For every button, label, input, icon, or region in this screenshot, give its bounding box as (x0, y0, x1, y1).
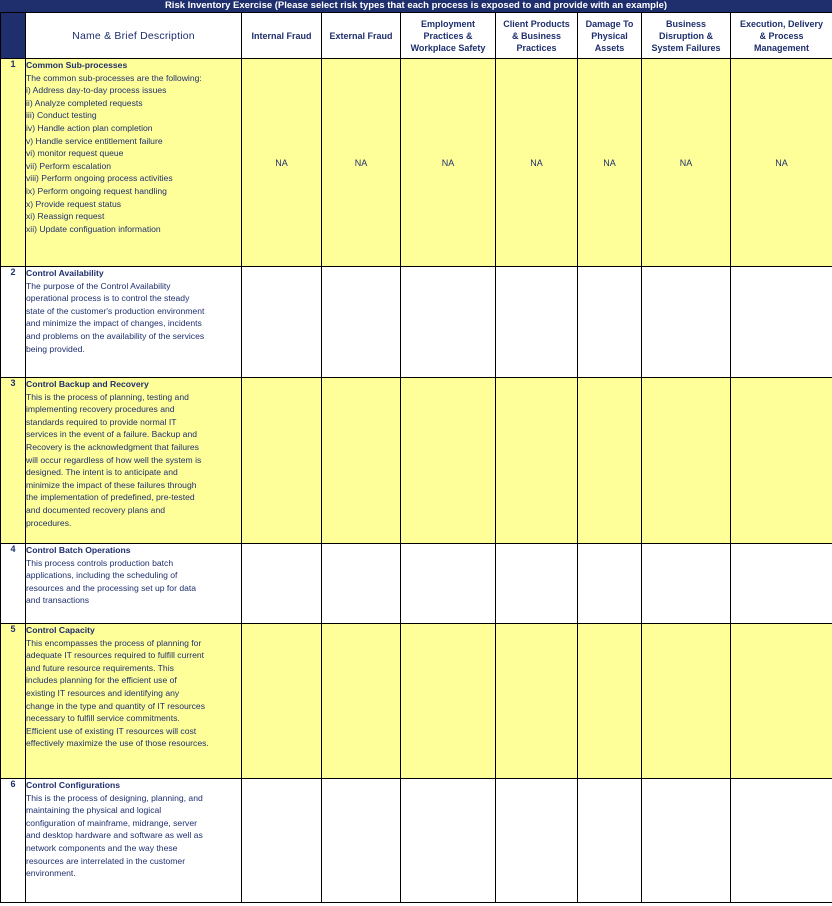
risk-cell[interactable]: NA (578, 59, 642, 267)
risk-cell[interactable] (401, 779, 496, 903)
risk-cell[interactable] (642, 624, 731, 779)
risk-cell[interactable] (322, 624, 401, 779)
header-line: Disruption & (659, 30, 713, 41)
risk-inventory-table (0, 12, 832, 903)
risk-cell[interactable] (578, 624, 642, 779)
risk-cell[interactable]: NA (731, 59, 832, 267)
risk-cell[interactable] (731, 624, 832, 779)
process-description-line: and problems on the availability of the services (26, 330, 205, 341)
process-description-line: effectively maximize the use of those resources. (26, 738, 209, 749)
header-line: Employment (420, 18, 475, 29)
process-description-line: x) Provide request status (26, 198, 122, 209)
process-description-line: ix) Perform ongoing request handling (26, 185, 167, 196)
number-header (1, 13, 26, 59)
header-line: Internal Fraud (251, 30, 312, 41)
process-description-line: the implementation of predefined, pre-tested (26, 492, 195, 503)
process-description-line: necessary to fulfill service commitments. (26, 713, 180, 724)
process-title: Control Capacity (26, 625, 95, 635)
process-title: Control Configurations (26, 780, 121, 790)
risk-cell[interactable] (401, 267, 496, 378)
process-description-line: being provided. (26, 343, 85, 354)
risk-header-employment-practices (401, 13, 496, 59)
process-row (1, 544, 832, 624)
process-description-line: maintaining the physical and logical (26, 805, 162, 816)
process-description-line: resources and the processing set up for data (26, 582, 197, 593)
process-description-line: The purpose of the Control Availability (26, 280, 171, 291)
header-line: External Fraud (329, 30, 393, 41)
process-number: 1 (1, 59, 26, 267)
process-description-line: applications, including the scheduling of (26, 570, 178, 581)
risk-cell[interactable] (496, 624, 578, 779)
risk-cell[interactable] (322, 544, 401, 624)
header-line: Practices & (423, 30, 473, 41)
risk-cell[interactable] (496, 267, 578, 378)
process-description-line: adequate IT resources required to fulfill current (26, 650, 205, 661)
risk-cell[interactable]: NA (322, 59, 401, 267)
process-description-line: i) Address day-to-day process issues (26, 85, 167, 96)
header-row (1, 13, 832, 59)
header-line: Practices (516, 42, 557, 53)
header-line: Assets (594, 42, 625, 53)
risk-cell[interactable] (496, 779, 578, 903)
process-description-line: operational process is to control the steady (26, 293, 190, 304)
process-description-line: change in the type and quantity of IT resources (26, 700, 205, 711)
process-description-line: designed. The intent is to anticipate and (26, 467, 178, 478)
risk-cell[interactable] (242, 779, 322, 903)
risk-cell[interactable] (642, 267, 731, 378)
process-row (1, 59, 832, 267)
header-line: Business (665, 18, 707, 29)
header-line: Workplace Safety (410, 42, 486, 53)
process-description-line: This process controls production batch (26, 557, 174, 568)
header-line: Management (753, 42, 809, 53)
process-description-line: procedures. (26, 517, 72, 528)
header-line: Damage To (585, 18, 634, 29)
process-description-line: iv) Handle action plan completion (26, 122, 153, 133)
header-line: Execution, Delivery (739, 18, 824, 29)
process-description-line: includes planning for the efficient use of (26, 675, 177, 686)
process-description-line: vii) Perform escalation (26, 160, 112, 171)
process-description-cell[interactable] (26, 267, 242, 378)
risk-header-internal-fraud (242, 13, 322, 59)
process-description-line: existing IT resources and identifying any (26, 687, 180, 698)
risk-cell[interactable]: NA (642, 59, 731, 267)
risk-cell[interactable] (242, 544, 322, 624)
risk-cell[interactable] (578, 544, 642, 624)
process-rows (1, 59, 832, 903)
process-description-line: environment. (26, 868, 76, 879)
risk-header-business-disruption (642, 13, 731, 59)
process-number: 6 (1, 779, 26, 903)
process-number: 5 (1, 624, 26, 779)
header-line: Physical (591, 30, 628, 41)
risk-cell[interactable] (642, 378, 731, 544)
process-row (1, 267, 832, 378)
process-description-line: minimize the impact of these failures through (26, 479, 197, 490)
risk-header-execution-delivery (731, 13, 832, 59)
risk-cell[interactable] (578, 779, 642, 903)
name-description-header: Name & Brief Description (26, 13, 242, 59)
process-description-line: implementing recovery procedures and (26, 404, 175, 415)
process-description-line: v) Handle service entitlement failure (26, 135, 163, 146)
risk-cell[interactable] (322, 779, 401, 903)
process-row (1, 378, 832, 544)
process-title: Control Backup and Recovery (26, 379, 149, 389)
process-description-line: iii) Conduct testing (26, 110, 97, 121)
process-description-line: This encompasses the process of planning for (26, 637, 202, 648)
process-description-cell[interactable] (26, 624, 242, 779)
header-line: & Process (759, 30, 804, 41)
header-line: System Failures (651, 42, 721, 53)
process-description-line: ii) Analyze completed requests (26, 97, 143, 108)
risk-cell[interactable] (401, 624, 496, 779)
process-description-line: Efficient use of existing IT resources will cost (26, 725, 197, 736)
header-line: Client Products (503, 18, 570, 29)
process-title: Control Availability (26, 268, 104, 278)
process-description-cell[interactable] (26, 779, 242, 903)
process-description-line: and transactions (26, 595, 90, 606)
risk-cell[interactable] (242, 624, 322, 779)
process-description-cell[interactable] (26, 378, 242, 544)
risk-cell[interactable] (242, 267, 322, 378)
risk-cell[interactable] (322, 267, 401, 378)
risk-cell[interactable]: NA (496, 59, 578, 267)
process-description-line: This is the process of designing, planning, and (26, 792, 203, 803)
process-description-line: Recovery is the acknowledgment that failures (26, 441, 199, 452)
process-description-line: configuration of mainframe, midrange, server (26, 817, 197, 828)
risk-cell[interactable] (731, 378, 832, 544)
process-description-line: network components and the way these (26, 842, 178, 853)
process-description-cell[interactable] (26, 544, 242, 624)
risk-cell[interactable] (642, 544, 731, 624)
process-description-line: xii) Update configuation information (26, 223, 161, 234)
process-description-line: and documented recovery plans and (26, 504, 166, 515)
process-description-line: This is the process of planning, testing and (26, 391, 189, 402)
process-row (1, 624, 832, 779)
process-description-line: and desktop hardware and software as well as (26, 830, 203, 841)
sheet-title: Risk Inventory Exercise (Please select risk types that each process is exposed to and provide with an example) (0, 0, 832, 12)
risk-cell[interactable] (578, 267, 642, 378)
process-description-line: and minimize the impact of changes, incidents (26, 318, 202, 329)
risk-cell[interactable] (731, 779, 832, 903)
process-number: 2 (1, 267, 26, 378)
risk-cell[interactable] (496, 544, 578, 624)
risk-cell[interactable] (401, 378, 496, 544)
risk-cell[interactable] (731, 544, 832, 624)
process-row (1, 779, 832, 903)
risk-cell[interactable] (731, 267, 832, 378)
risk-cell[interactable]: NA (401, 59, 496, 267)
risk-header-client-products (496, 13, 578, 59)
process-title: Control Batch Operations (26, 545, 131, 555)
process-description-line: services in the event of a failure. Backup and (26, 429, 198, 440)
process-title: Common Sub-processes (26, 60, 128, 70)
risk-header-damage-physical-assets (578, 13, 642, 59)
process-description-cell[interactable] (26, 59, 242, 267)
risk-cell[interactable] (242, 378, 322, 544)
process-description-line: xi) Reassign request (26, 211, 105, 222)
risk-cell[interactable] (401, 544, 496, 624)
risk-cell[interactable] (322, 378, 401, 544)
risk-header-external-fraud (322, 13, 401, 59)
risk-cell[interactable]: NA (242, 59, 322, 267)
process-number: 4 (1, 544, 26, 624)
risk-cell[interactable] (496, 378, 578, 544)
risk-cell[interactable] (642, 779, 731, 903)
process-description-line: state of the customer's production environment (26, 305, 205, 316)
risk-cell[interactable] (578, 378, 642, 544)
process-description-line: vi) monitor request queue (26, 148, 124, 159)
process-description-line: standards required to provide normal IT (26, 416, 177, 427)
process-description-line: will occur regardless of how well the system is (26, 454, 202, 465)
process-number: 3 (1, 378, 26, 544)
process-description-line: resources are interrelated in the customer (26, 855, 186, 866)
process-description-line: The common sub-processes are the following: (26, 72, 202, 83)
process-description-line: viii) Perform ongoing process activities (26, 173, 173, 184)
header-line: & Business (511, 30, 562, 41)
process-description-line: and future resource requirements. This (26, 662, 174, 673)
